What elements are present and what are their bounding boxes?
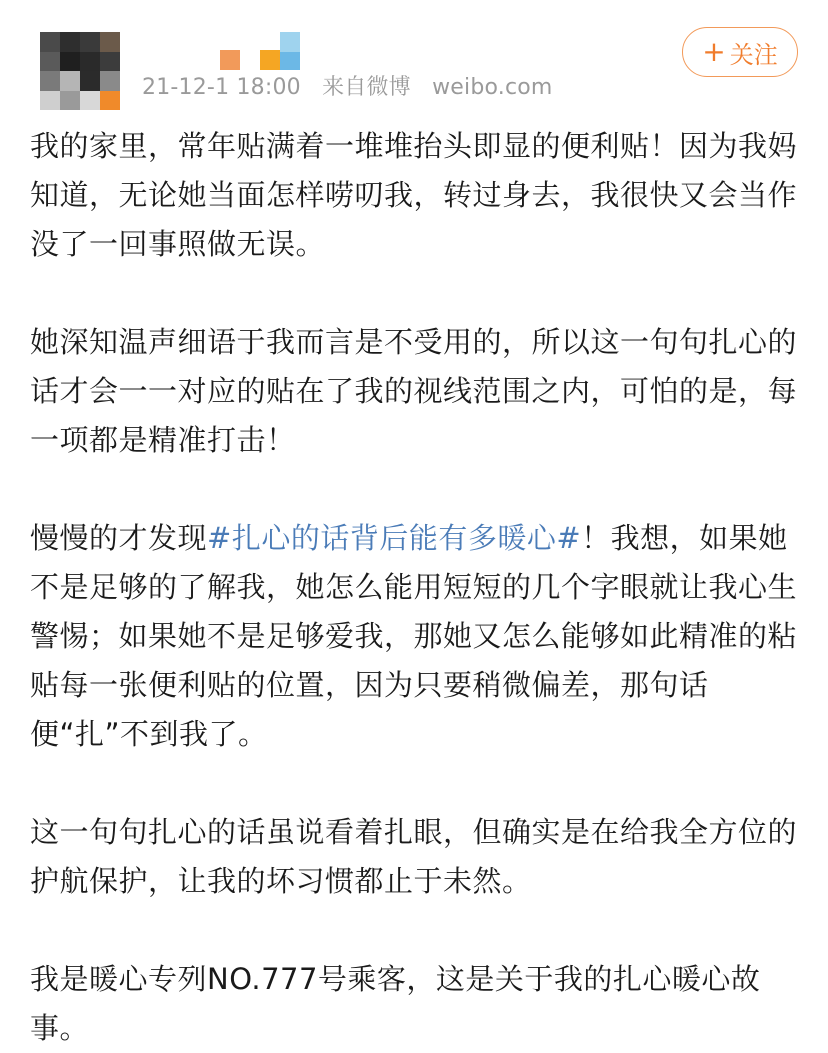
follow-button[interactable] — [682, 27, 798, 77]
post-header — [0, 0, 828, 118]
paragraph-3-start: 慢慢的才发现 — [30, 521, 208, 555]
post-time: 21-12-1 18:00 — [142, 75, 301, 100]
plus-icon: + — [702, 35, 726, 68]
paragraph-3-end: ！我想，如果她不是足够的了解我，她怎么能用短短的几个字眼就让我心生警惕；如果她不是足够爱我，那她又怎么能够如此精准的粘贴每一张便利贴的位置，因为只要稍微偏差，那句话便“扎”不到我了。 — [30, 521, 798, 751]
paragraph-1: 我的家里，常年贴满着一堆堆抬头即显的便利贴！因为我妈知道，无论她当面怎样唠叨我，转过身去，我很快又会当作没了一回事照做无误。 — [30, 129, 798, 261]
paragraph-5: 我是暖心专列NO.777号乘客，这是关于我的扎心暖心故事。 — [30, 962, 761, 1045]
post-source-site: weibo.com — [432, 75, 553, 100]
post-source: 来自微博 — [322, 75, 411, 100]
follow-label: 关注 — [729, 40, 778, 69]
paragraph-4: 这一句句扎心的话虽说看着扎眼，但确实是在给我全方位的护航保护，让我的坏习惯都止于未然。 — [30, 815, 798, 898]
username[interactable] — [220, 32, 300, 72]
avatar[interactable] — [40, 32, 120, 110]
paragraph-3 — [30, 514, 800, 759]
post-content — [30, 122, 800, 1053]
post-meta — [142, 70, 567, 101]
paragraph-2: 她深知温声细语于我而言是不受用的，所以这一句句扎心的话才会一一对应的贴在了我的视线范围之内，可怕的是，每一项都是精准打击！ — [30, 325, 798, 457]
topic-link[interactable]: #扎心的话背后能有多暖心# — [207, 521, 582, 555]
